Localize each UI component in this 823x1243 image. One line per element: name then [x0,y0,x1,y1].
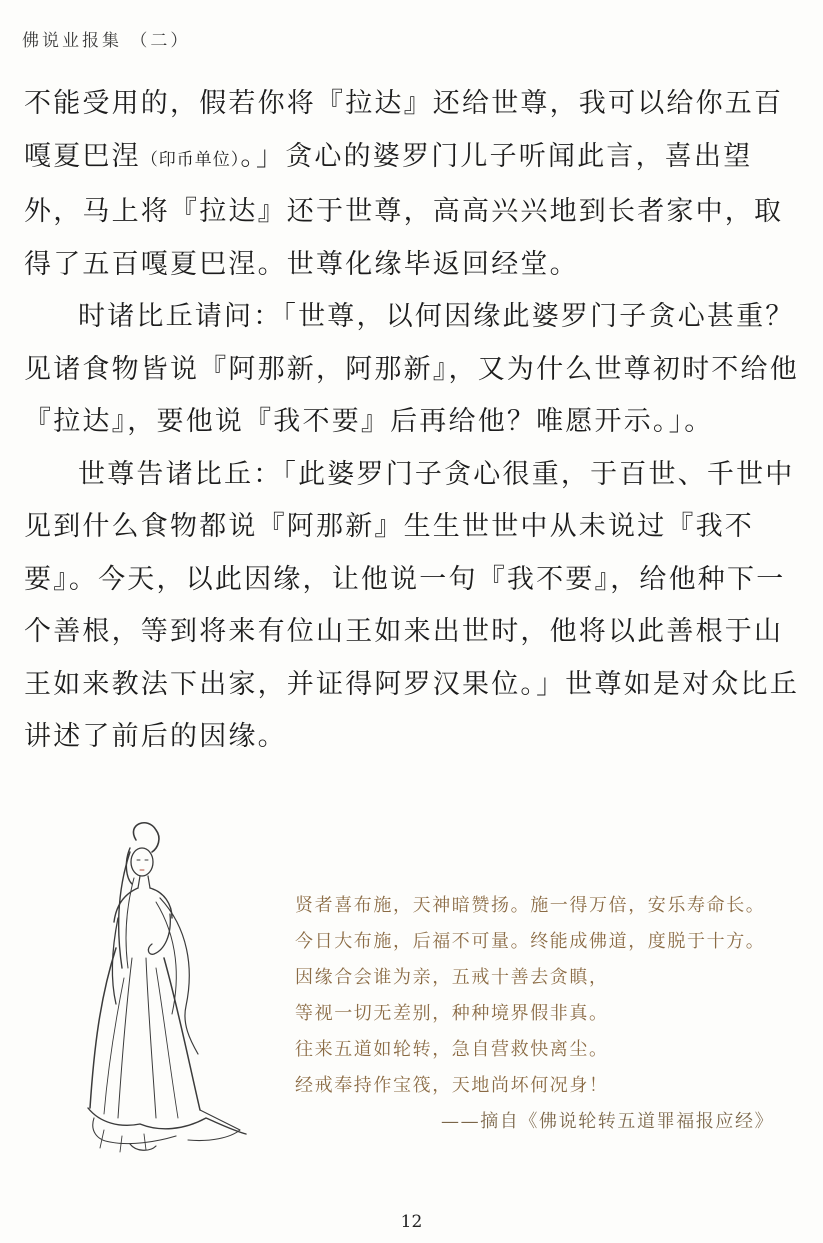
paragraph-1 [24,78,804,291]
paragraph-2: 时诸比丘请问：「世尊，以何因缘此婆罗门子贪心甚重？见诸食物皆说『阿那新，阿那新』，又为什么世尊初时不给他『拉达』，要他说『我不要』后再给他？唯愿开示。」。 [24,301,799,437]
verse-line: 往来五道如轮转，急自营救快离尘。 [295,1039,609,1060]
verse-line: 经戒奉持作宝筏，天地尚坏何况身！ [295,1075,609,1096]
verse-line: 今日大布施，后福不可量。终能成佛道，度脱于十方。 [295,931,766,952]
main-text [24,78,804,764]
paragraph-1-part-a: 不能受用的，假若你将『拉达』还给世尊，我可以给你五百嘎夏巴涅 [24,88,784,172]
verse-line: 贤者喜布施，天神暗赞扬。施一得万倍，安乐寿命长。 [295,895,766,916]
verse-line: 因缘合会谁为亲，五戒十善去贪瞋， [295,967,609,988]
verse-block [295,888,795,1140]
currency-note: （印币单位） [140,149,241,170]
paragraph-1-part-b: 。」贪心的婆罗门儿子听闻此言，喜出望外，马上将『拉达』还于世尊，高高兴兴地到长者家中，取得了五百嘎夏巴涅。世尊化缘毕返回经堂。 [24,140,784,280]
guanyin-figure-illustration [60,818,260,1158]
verse-source: ——摘自《佛说轮转五道罪福报应经》 [441,1111,775,1132]
paragraph-3: 世尊告诸比丘：「此婆罗门子贪心很重，于百世、千世中见到什么食物都说『阿那新』生生世世中从未说过『我不要』。今天，以此因缘，让他说一句『我不要』，给他种下一个善根，等到将来有位山王如来出世时，他将以此善根于山王如来教法下出家，并证得阿罗汉果位。」世尊如是对众比丘讲述了前后的因缘。 [24,458,799,752]
verse-line: 等视一切无差别，种种境界假非真。 [295,1003,609,1024]
page-number: 12 [400,1212,423,1232]
running-header: 佛说业报集 （二） [22,31,191,51]
